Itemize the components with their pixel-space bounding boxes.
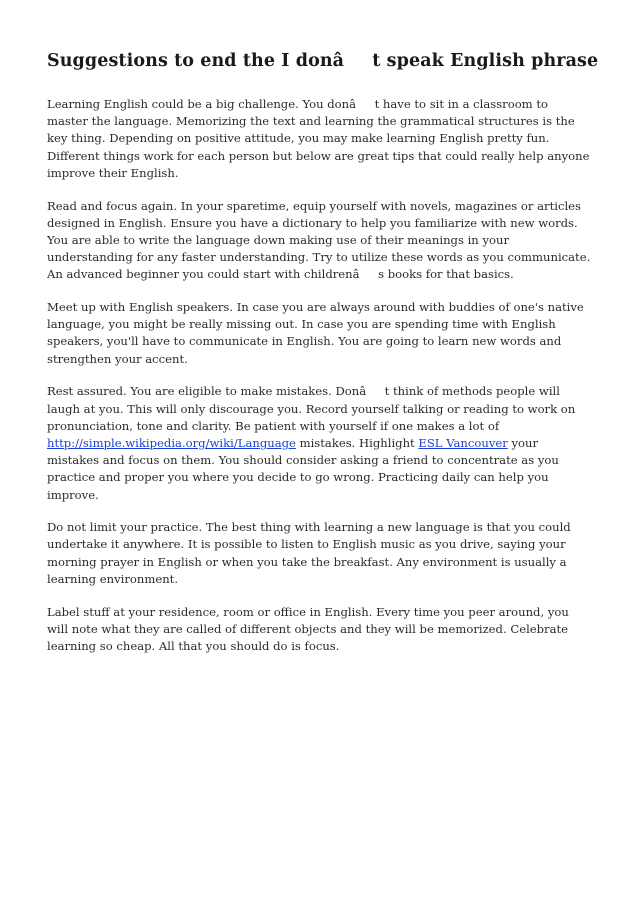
paragraph-meet-speakers: Meet up with English speakers. In case you are always around with buddies of one's native language, you might be really missing out. In case you are spending time with English speakers, you'll have to communicate in English. You are going to learn new words and strengthen your accent. [47, 300, 584, 366]
wikipedia-language-link[interactable]: http://simple.wikipedia.org/wiki/Language [47, 435, 296, 450]
paragraph-read-and-focus: Read and focus again. In your sparetime, equip yourself with novels, magazines or articles designed in English. Ensure you have a dictionary to help you familiarize with new words. You are able to write the language down making use of their meanings in your understanding for any faster understanding. Try to utilize these words as you communicate. An advanced beginner you could start with childrenâs books for that basics. [47, 198, 591, 282]
paragraph-rest-assured [47, 383, 592, 503]
document-page [47, 50, 599, 671]
paragraph-text-segment: Rest assured. You are eligible to make mistakes. Donât think of methods people will laugh at you. This will only discourage you. Record yourself talking or reading to work on pronunciation, tone and clarity. Be patient with yourself if one makes a lot of [47, 384, 576, 433]
paragraph-label-stuff: Label stuff at your residence, room or office in English. Every time you peer around, you will note what they are called of different objects and they will be memorized. Celebrate learning so cheap. All that you should do is focus. [47, 604, 569, 653]
paragraph-practice: Do not limit your practice. The best thing with learning a new language is that you could undertake it anywhere. It is possible to listen to English music as you drive, saying your morning prayer in English or when you take the breakfast. Any environment is usually a learning environment. [47, 520, 571, 586]
esl-vancouver-link[interactable]: ESL Vancouver [418, 435, 508, 450]
paragraph-text-segment: mistakes. Highlight [295, 435, 419, 450]
paragraph-intro: Learning English could be a big challenge. You donât have to sit in a classroom to master the language. Memorizing the text and learning the grammatical structures is the key thing. Depending on positive attitude, you may make learning English pretty fun. Different things work for each person but below are great tips that could really help anyone improve their English. [47, 97, 590, 180]
paragraph-text-segment: your mistakes and focus on them. You should consider asking a friend to concentrate as you practice and proper you where you decide to go wrong. Practicing daily can help you improve. [47, 435, 559, 502]
page-title: Suggestions to end the I donât speak English phrase [47, 51, 599, 71]
